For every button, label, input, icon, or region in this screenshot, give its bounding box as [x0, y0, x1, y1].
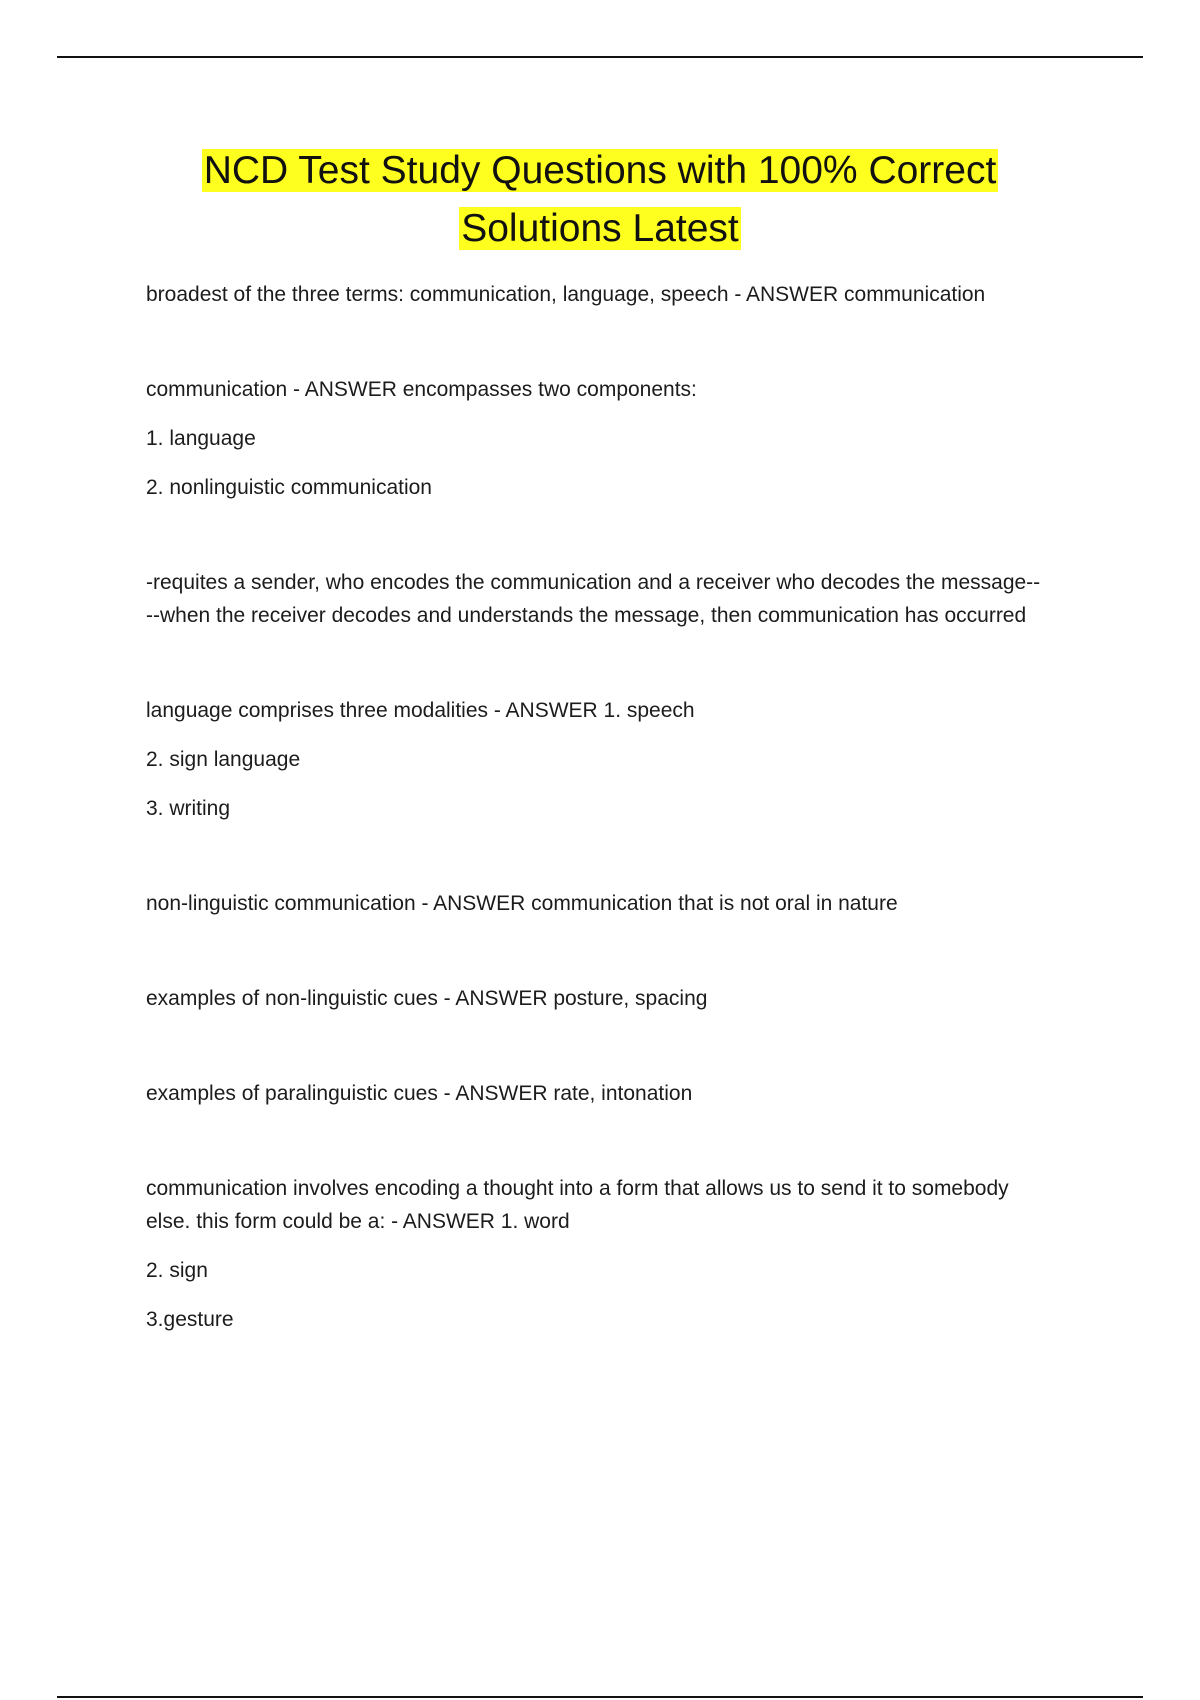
qa-line: examples of non-linguistic cues - ANSWER posture, spacing	[146, 987, 708, 1010]
qa-entry	[146, 1172, 1106, 1336]
qa-entry	[146, 887, 1106, 920]
title-line-2: Solutions Latest	[461, 207, 739, 250]
top-rule	[57, 56, 1143, 58]
qa-entry	[146, 1077, 1106, 1110]
qa-entry	[146, 566, 1106, 632]
document-title	[0, 142, 1200, 258]
qa-line: --when the receiver decodes and understands the message, then communication has occurred	[146, 604, 1027, 627]
qa-line: non-linguistic communication - ANSWER communication that is not oral in nature	[146, 892, 898, 915]
document-body	[146, 278, 1106, 1336]
qa-line: communication - ANSWER encompasses two components:	[146, 378, 697, 401]
qa-line: language comprises three modalities - ANSWER 1. speech	[146, 699, 695, 722]
qa-list-item: 3.gesture	[146, 1308, 234, 1331]
qa-list-item: 1. language	[146, 427, 256, 450]
qa-line: -requites a sender, who encodes the communication and a receiver who decodes the message--	[146, 571, 1041, 594]
qa-line: else. this form could be a: - ANSWER 1. word	[146, 1210, 570, 1233]
qa-entry	[146, 694, 1106, 825]
qa-list-item: 2. sign	[146, 1259, 208, 1282]
qa-entry	[146, 982, 1106, 1015]
qa-list-item: 2. sign language	[146, 748, 301, 771]
qa-line: examples of paralinguistic cues - ANSWER rate, intonation	[146, 1082, 693, 1105]
qa-list-item: 2. nonlinguistic communication	[146, 476, 432, 499]
qa-line: communication involves encoding a thought into a form that allows us to send it to somebody	[146, 1177, 1009, 1200]
bottom-rule	[57, 1696, 1143, 1698]
title-line-1: NCD Test Study Questions with 100% Correct	[203, 149, 997, 192]
qa-list-item: 3. writing	[146, 797, 231, 820]
qa-line: broadest of the three terms: communication, language, speech - ANSWER communication	[146, 283, 986, 306]
qa-entry	[146, 278, 1106, 311]
qa-entry	[146, 373, 1106, 504]
